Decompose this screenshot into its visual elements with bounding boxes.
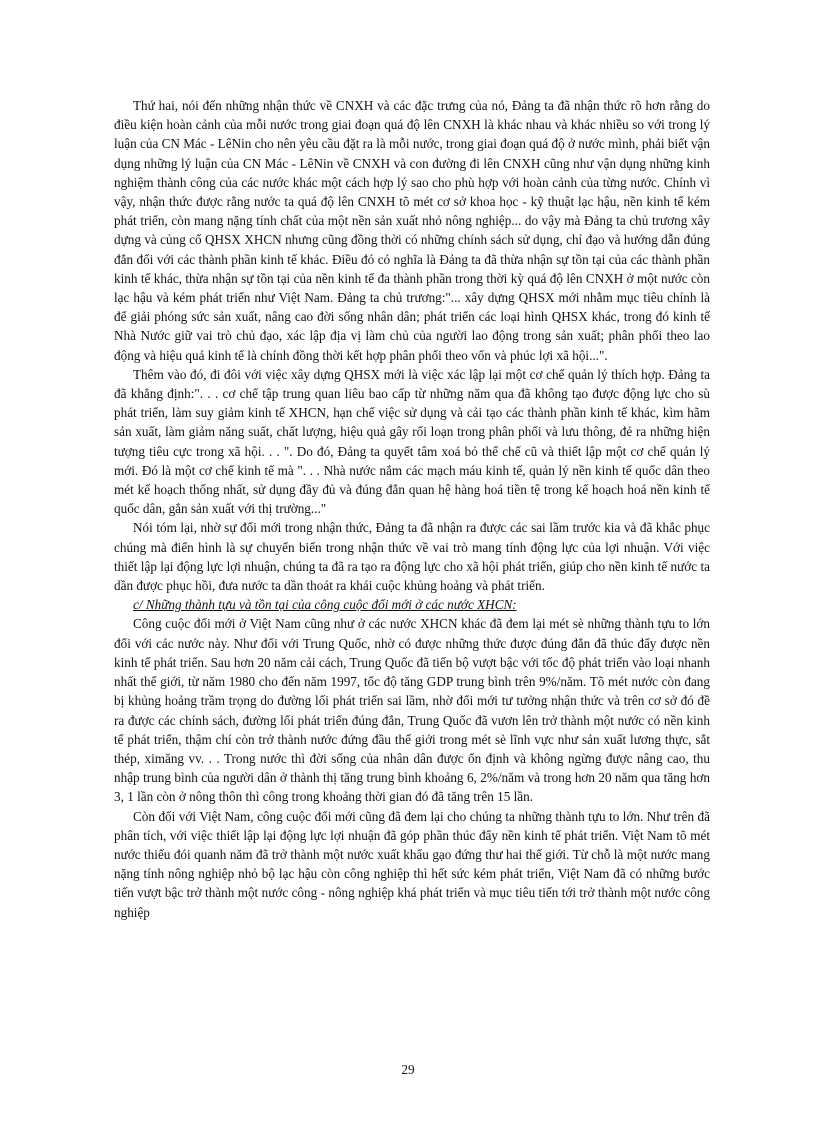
paragraph: Thêm vào đó, đi đôi với việc xây dựng QHSX mới là việc xác lập lại một cơ chế quản lý thích hợp. Đảng ta đã khẳng định:". . . cơ chế tập trung quan liêu bao cấp từ những năm qua đã không tạo được động lực cho sù phát triển, làm suy giảm kinh tế XHCN, hạn chế việc sử dụng và cải tạo các thành phần kinh tế khác, kìm hãm sản xuất, làm giảm năng suất, chất lượng, hiệu quả gây rối loạn trong phân phối và lưu thông, đẻ ra những hiện tượng tiêu cực trong xã hội. . . ". Do đó, Đảng ta quyết tâm xoá bỏ thể chế cũ và thiết lập một cơ chế quản lý mới. Đó là một cơ chế kinh tế mà ". . . Nhà nước nắm các mạch máu kinh tế, quản lý nền kinh tế quốc dân theo mét kế hoạch thống nhất, sử dụng đầy đủ và đúng đắn quan hệ hàng hoá tiền tệ trong kế hoạch hoá nền kinh tế quốc dân, gắn sản xuất với thị trường...": [114, 366, 710, 517]
paragraph: Còn đối với Việt Nam, công cuộc đổi mới cũng đã đem lại cho chúng ta những thành tựu to lớn. Như trên đã phân tích, với việc thiết lập lại động lực lợi nhuận đã góp phần thúc đẩy nền kinh tế phát triển. Việt Nam tõ mét nước thiếu đói quanh năm đã trở thành một nước xuất khẩu gạo đứng thư hai thế giới. Từ chỗ là một nước mang nặng tính nông nghiệp nhỏ bộ lạc hậu còn công nghiệp thì hết sức kém phát triển, Việt Nam đã có những bước tiến vượt bậc trở thành một nước công - nông nghiệp khá phát triển và mục tiêu tiến tới trở thành một nước công nghiệp: [114, 808, 710, 920]
page-number: 29: [401, 1062, 415, 1077]
section-heading: c/ Những thành tựu và tồn tại của công cuộc đổi mới ở các nước XHCN:: [133, 597, 517, 613]
document-body: [114, 96, 710, 922]
paragraph: Công cuộc đổi mới ở Việt Nam cũng như ở các nước XHCN khác đã đem lại mét sè những thành tựu to lớn đối với các nước này. Như đối với Trung Quốc, nhờ có được những thức được đúng đắn đã thúc đẩy được nền kinh tế phát triển. Sau hơn 20 năm cải cách, Trung Quốc đã tiến bộ vượt bậc với tốc độ phát triển vào loại nhanh nhất thế giới, từ năm 1980 cho đến năm 1997, tốc độ tăng GDP trung bình trên 9%/năm. Tõ mét nước còn đang bị khủng hoảng trầm trọng do đường lối phát triển sai lầm, nhờ đổi mới tư tưởng nhận thức và trên cơ sở đó đề ra được các chính sách, đường lối phát triển đúng đắn, Trung Quốc đã vươn lên trở thành một nước có nền kinh tế phát triển, thậm chí còn trở thành nước đứng đầu thế giới trong mét sè lĩnh vực như sản xuất lương thực, sắt thép, ximăng vv. . . Trong nước thì đời sống của nhân dân được ổn định và không ngừng được nâng cao, thu nhập trung bình của người dân ở thành thị tăng trung bình khoảng 6, 2%/năm và trong hơn 20 năm qua tăng hơn 3, 1 lần còn ở nông thôn thì công trong khoảng thời gian đó đã tăng trên 15 lần.: [114, 616, 710, 805]
paragraph: Nói tóm lại, nhờ sự đổi mới trong nhận thức, Đảng ta đã nhận ra được các sai lầm trước kia và đã khắc phục chúng mà điển hình là sự chuyển biến trong nhận thức về vai trò mang tính động lực của lợi nhuận. Với việc thiết lập lại động lực lợi nhuận, chúng ta đã ra tạo ra động lực cho xã hội phát triển, giúp cho nền kinh tế nước ta dần được phục hồi, đưa nước ta dần thoát ra khái cuộc khủng hoảng và phát triển.: [114, 520, 710, 594]
paragraph: Thứ hai, nói đến những nhận thức về CNXH và các đặc trưng của nó, Đảng ta đã nhận thức rõ hơn rằng do điều kiện hoàn cảnh của mỗi nước trong giai đoạn quá độ lên CNXH là khác nhau và khác nhiều so với trong lý luận của CN Mác - LêNin cho nên yêu cầu đặt ra là mỗi nước, trong giai đoạn quá độ ở nước mình, phải biết vận dụng những lý luận của CN Mác - LêNin về CNXH và con đường đi lên CNXH cũng như vận dụng những kinh nghiệm thành công của các nước khác một cách hợp lý sao cho phù hợp với hoàn cảnh của từng nước. Chính vì vậy, nhận thức được rằng nước ta quá độ lên CNXH tõ mét cơ sở khoa học - kỹ thuật lạc hậu, nền kinh tế kém phát triển, còn mang nặng tính chất của một nền sản xuất nhỏ nông nghiệp... do vậy mà Đảng ta chủ trương xây dựng và củng cố QHSX XHCN nhưng cũng đồng thời có những chính sách sử dụng, chỉ đạo và hướng dẫn đúng đắn đối với các thành phần kinh tế khác. Điều đó có nghĩa là Đảng ta đã thừa nhận sự tồn tại của các thành phần kinh tế khác, thừa nhận sự tồn tại của nền kinh tế đa thành phần trong thời kỳ quá độ lên CNXH ở một nước còn lạc hậu và kém phát triển như Việt Nam. Đảng ta chủ trương:"... xây dựng QHSX mới nhằm mục tiêu chính là để giải phóng sức sản xuất, nâng cao đời sống nhân dân; phát triển các loại hình QHSX khác, trong đó kinh tế Nhà Nước giữ vai trò chủ đạo, xác lập địa vị làm chủ của người lao động trong sản xuất; phân phối theo lao động và hiệu quả kinh tế là chính đồng thời kết hợp phân phối theo vốn và phúc lợi xã hội...".: [114, 98, 710, 363]
